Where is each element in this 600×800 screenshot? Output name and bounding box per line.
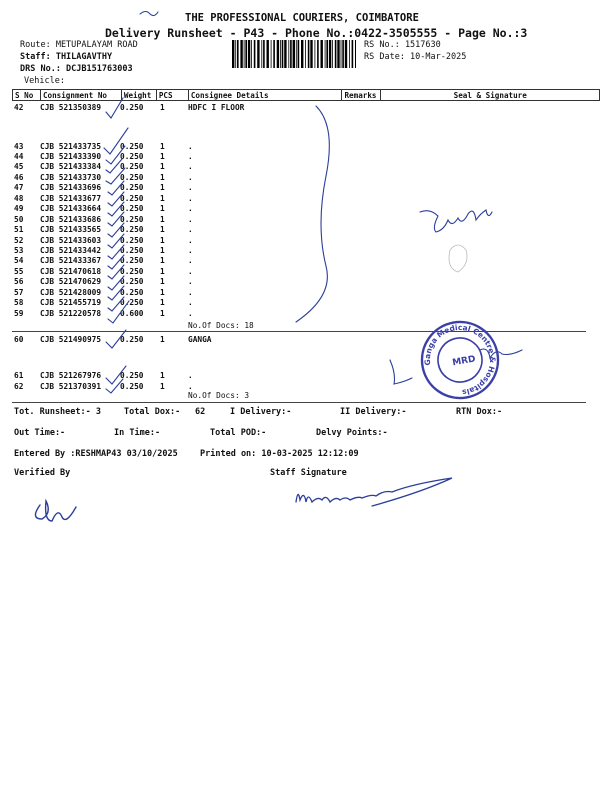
- weight: 0.250: [120, 172, 144, 182]
- consignment-no: CJB 521433603: [40, 235, 102, 245]
- consignment-no: CJB 521428009: [40, 287, 102, 297]
- consignee: .: [188, 371, 193, 380]
- signature-ink: [390, 360, 412, 384]
- consignment-no: CJB 521433664: [40, 204, 102, 214]
- consignee: .: [188, 183, 193, 193]
- pcs: 1: [160, 381, 165, 391]
- consignment-no: CJB 521433696: [40, 183, 102, 193]
- hospital-stamp: [416, 316, 504, 404]
- consignee: HDFC I FLOOR: [188, 103, 245, 112]
- sno: 45: [14, 162, 24, 172]
- consignment-no: CJB 521433442: [40, 246, 102, 255]
- pcs: 1: [160, 277, 165, 287]
- pcs: 1: [160, 141, 165, 151]
- consignment-no: CJB 521470629: [40, 277, 102, 287]
- pcs: 1: [160, 235, 165, 245]
- pcs: 1: [160, 298, 165, 308]
- tot-runsheet: Tot. Runsheet:- 3: [14, 407, 101, 417]
- sno: 42: [14, 103, 24, 112]
- stamp-inner-text: MRD: [451, 354, 477, 369]
- consignee: .: [188, 246, 193, 255]
- staff-label: Staff: THILAGAVTHY: [20, 52, 113, 62]
- consignee: .: [188, 235, 193, 245]
- sno: 62: [14, 381, 24, 391]
- consignee: .: [188, 256, 193, 266]
- col-sno: S No: [13, 90, 41, 101]
- brace-mark: [296, 106, 329, 322]
- consignment-no: CJB 521433390: [40, 151, 102, 161]
- sno: 54: [14, 256, 24, 266]
- i-delivery: I Delivery:-: [230, 407, 292, 417]
- total-dox-value: 62: [195, 407, 206, 417]
- col-pcs: PCS: [156, 90, 188, 101]
- consignee: .: [188, 193, 193, 203]
- sno: 59: [14, 308, 24, 318]
- sno: 55: [14, 266, 24, 276]
- sno: 53: [14, 246, 24, 255]
- weight: 0.250: [120, 103, 144, 112]
- weight: 0.250: [120, 381, 144, 391]
- consignment-no: CJB 521220578: [40, 308, 102, 318]
- docs-count-text: No.Of Docs: 3: [188, 391, 250, 400]
- consignee: .: [188, 204, 193, 214]
- pcs: 1: [160, 103, 165, 112]
- rs-number: RS No.: 1517630: [364, 40, 441, 50]
- consignment-no: CJB 521433730: [40, 172, 102, 182]
- consignee: .: [188, 214, 193, 224]
- col-consignee: Consignee Details: [188, 90, 342, 101]
- sno: 44: [14, 151, 24, 161]
- consignee: .: [188, 287, 193, 297]
- consignee: .: [188, 266, 193, 276]
- stamp-ring-text: Ganga Medical Centre & Hospitals: [422, 322, 498, 397]
- pcs: 1: [160, 204, 165, 214]
- column-header: [12, 89, 600, 101]
- sno: 51: [14, 225, 24, 235]
- pcs: 1: [160, 371, 165, 380]
- sno: 60: [14, 335, 24, 344]
- consignment-no: CJB 521350389: [40, 103, 102, 112]
- pcs: 1: [160, 225, 165, 235]
- divider: [12, 402, 586, 403]
- consignment-no: CJB 521433686: [40, 214, 102, 224]
- total-pod: Total POD:-: [210, 428, 267, 438]
- verified-by: Verified By: [14, 468, 71, 478]
- consignee: .: [188, 225, 193, 235]
- runsheet-title: Delivery Runsheet - P43 - Phone No.:0422-3505555 - Page No.:3: [105, 26, 528, 40]
- pcs: 1: [160, 214, 165, 224]
- pcs: 1: [160, 151, 165, 161]
- sno: 46: [14, 172, 24, 182]
- sno: 61: [14, 371, 24, 380]
- pcs: 1: [160, 308, 165, 318]
- delvy-points: Delvy Points:-: [316, 428, 388, 438]
- staff-signature-label: Staff Signature: [270, 468, 347, 478]
- weight: 0.250: [120, 162, 144, 172]
- weight: 0.250: [120, 256, 144, 266]
- svg-text:Ganga Medical Centre & Hospita: [417, 317, 503, 403]
- consignee: .: [188, 381, 193, 391]
- rs-date: RS Date: 10-Mar-2025: [364, 52, 467, 62]
- company-title: THE PROFESSIONAL COURIERS, COIMBATORE: [185, 12, 419, 24]
- weight: 0.250: [120, 335, 144, 344]
- barcode: [232, 40, 356, 68]
- sno: 43: [14, 141, 24, 151]
- sno: 47: [14, 183, 24, 193]
- total-dox-label: Total Dox:-: [124, 407, 181, 417]
- rtn-dox: RTN Dox:-: [456, 407, 503, 417]
- pcs: 1: [160, 172, 165, 182]
- consignee: .: [188, 298, 193, 308]
- weight: 0.250: [120, 298, 144, 308]
- divider: [12, 331, 586, 332]
- entered-by: Entered By :RESHMAP43 03/10/2025: [14, 449, 178, 459]
- col-seal-signature: Seal & Signature: [381, 90, 600, 101]
- signature-ink: [420, 210, 492, 232]
- consignment-no: CJB 521433384: [40, 162, 102, 172]
- pcs: 1: [160, 287, 165, 297]
- consignee: .: [188, 277, 193, 287]
- vehicle-label: Vehicle:: [24, 76, 65, 86]
- weight: 0.250: [120, 287, 144, 297]
- consignment-no: CJB 521490975: [40, 335, 102, 344]
- weight: 0.250: [120, 151, 144, 161]
- weight: 0.250: [120, 183, 144, 193]
- in-time: In Time:-: [114, 428, 161, 438]
- sno: 57: [14, 287, 24, 297]
- sno: 48: [14, 193, 24, 203]
- consignee: .: [188, 172, 193, 182]
- consignment-no: CJB 521370391: [40, 381, 102, 391]
- consignment-no: CJB 521267976: [40, 371, 102, 380]
- pcs: 1: [160, 335, 165, 344]
- scribble-mark: [140, 12, 158, 16]
- staff-signature: [296, 478, 452, 506]
- consignment-no: CJB 521470618: [40, 266, 102, 276]
- weight: 0.250: [120, 235, 144, 245]
- route-label: Route: METUPALAYAM ROAD: [20, 40, 138, 50]
- consignment-no: CJB 521433735: [40, 141, 102, 151]
- consignee: .: [188, 308, 193, 318]
- ii-delivery: II Delivery:-: [340, 407, 407, 417]
- faint-mark: [449, 245, 467, 272]
- pcs: 1: [160, 183, 165, 193]
- weight: 0.250: [120, 371, 144, 380]
- out-time: Out Time:-: [14, 428, 66, 438]
- weight: 0.250: [120, 214, 144, 224]
- weight: 0.250: [120, 277, 144, 287]
- weight: 0.250: [120, 225, 144, 235]
- consignment-no: CJB 521433565: [40, 225, 102, 235]
- verified-signature: [35, 501, 76, 521]
- consignee: GANGA: [188, 335, 212, 344]
- weight: 0.600: [120, 308, 144, 318]
- sno: 49: [14, 204, 24, 214]
- weight: 0.250: [120, 266, 144, 276]
- weight: 0.250: [120, 141, 144, 151]
- sno: 50: [14, 214, 24, 224]
- consignment-no: CJB 521433677: [40, 193, 102, 203]
- consignment-no: CJB 521433367: [40, 256, 102, 266]
- pcs: 1: [160, 162, 165, 172]
- drs-label: DRS No.: DCJB151763003: [20, 64, 133, 74]
- sno: 56: [14, 277, 24, 287]
- col-weight: Weight: [121, 90, 156, 101]
- pcs: 1: [160, 256, 165, 266]
- weight: 0.250: [120, 204, 144, 214]
- consignee: .: [188, 141, 193, 151]
- weight: 0.250: [120, 246, 144, 255]
- pcs: 1: [160, 246, 165, 255]
- sno: 58: [14, 298, 24, 308]
- printed-on: Printed on: 10-03-2025 12:12:09: [200, 449, 359, 459]
- docs-count-text: No.Of Docs: 18: [188, 321, 254, 330]
- consignee: .: [188, 151, 193, 161]
- signature-ink: [480, 349, 522, 358]
- weight: 0.250: [120, 193, 144, 203]
- consignment-no: CJB 521455719: [40, 298, 102, 308]
- pcs: 1: [160, 193, 165, 203]
- col-consignment: Consignment No: [40, 90, 121, 101]
- pcs: 1: [160, 266, 165, 276]
- consignee: .: [188, 162, 193, 172]
- col-remarks: Remarks: [342, 90, 381, 101]
- sno: 52: [14, 235, 24, 245]
